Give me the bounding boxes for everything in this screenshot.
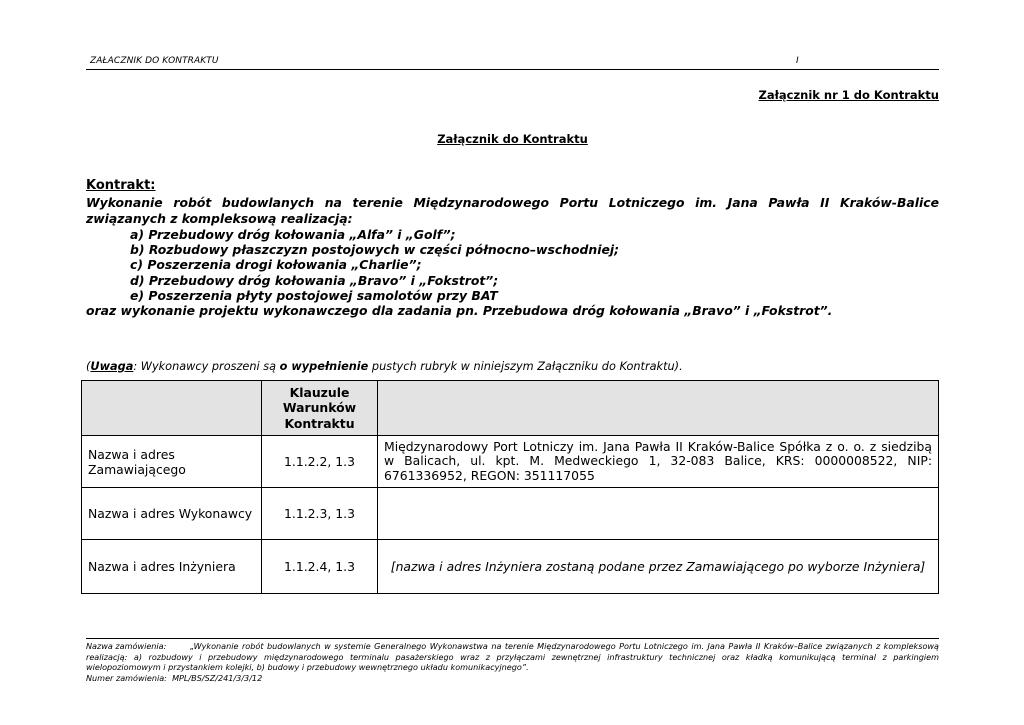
running-header-title: ZAŁACZNIK DO KONTRAKTU (90, 56, 219, 66)
contract-item-b: b) Rozbudowy płaszczyzn postojowych w części północno–wschodniej; (130, 242, 620, 257)
instruction-note (86, 360, 683, 373)
annex-title: Załącznik do Kontraktu (437, 132, 588, 146)
contract-label: Kontrakt: (86, 178, 156, 193)
page-footer (86, 641, 939, 683)
annex-number-heading: Załącznik nr 1 do Kontraktu (758, 88, 939, 102)
footer-order-name (86, 641, 939, 673)
row-contractor-clause: 1.1.2.3, 1.3 (262, 488, 378, 540)
footer-order-number (86, 673, 939, 684)
footer-number-text: MPL/BS/SZ/241/3/3/12 (172, 672, 263, 683)
note-text-2: pustych rubryk w niniejszym Załączniku do Kontraktu). (368, 360, 683, 373)
header-cell-empty-1 (82, 381, 262, 436)
note-uwaga: Uwaga (90, 360, 134, 373)
header-cell-clauses: Klauzule Warunków Kontraktu (262, 381, 378, 436)
header-divider (86, 69, 939, 70)
footer-order-text: „Wykonanie robót budowlanych w systemie Generalnego Wykonawstwa na terenie Międzynarodowego Portu Lotniczego im. Jana Pawła II Kraków–Balice związanych z kompleksową realizacją: a) rozbudowy i przebudowy międzynarodowego terminalu pasażerskiego wraz z przyłączami zewnętrznej infrastruktury technicznej oraz kładką komunikującą terminal z parkingiem wielopoziomowym i przystankiem kolejki, b) budowy i przebudowy wewnętrznego układu komunikacyjnego”. (86, 641, 939, 673)
footer-order-label: Nazwa zamówienia: (86, 641, 167, 651)
row-engineer-clause: 1.1.2.4, 1.3 (262, 540, 378, 594)
contract-item-c: c) Poszerzenia drogi kołowania „Charlie”; (130, 257, 422, 272)
contract-item-a: a) Przebudowy dróg kołowania „Alfa” i „Golf”; (130, 227, 456, 242)
contract-closing: oraz wykonanie projektu wykonawczego dla zadania pn. Przebudowa dróg kołowania „Bravo” i „Fokstrot”. (86, 303, 833, 318)
row-contractor-name: Nazwa i adres Wykonawcy (82, 488, 262, 540)
note-text-1: : Wykonawcy proszeni są (133, 360, 280, 373)
running-header-page-number: I (796, 56, 799, 66)
contract-item-d: d) Przebudowy dróg kołowania „Bravo” i „Fokstrot”; (130, 273, 499, 288)
contract-parties-table (81, 380, 939, 594)
contract-description-line1: Wykonanie robót budowlanych na terenie Międzynarodowego Portu Lotniczego im. Jana Pawła II Kraków-Balice (86, 195, 939, 210)
table-row (82, 436, 939, 488)
note-open-paren: ( (86, 360, 91, 373)
table-header-row (82, 381, 939, 436)
table-row (82, 540, 939, 594)
contract-item-e: e) Poszerzenia płyty postojowej samolotów przy BAT (130, 288, 498, 303)
table-row (82, 488, 939, 540)
row-employer-name: Nazwa i adres Zamawiającego (82, 436, 262, 488)
row-engineer-name: Nazwa i adres Inżyniera (82, 540, 262, 594)
contract-description-line2: związanych z kompleksową realizacją: (86, 211, 353, 226)
row-employer-value: Międzynarodowy Port Lotniczy im. Jana Pawła II Kraków-Balice Spółka z o. o. z siedzibą w Balicach, ul. kpt. M. Medweckiego 1, 32-083 Balice, KRS: 0000008522, NIP: 6761336952, REGON: 351117055 (378, 436, 939, 488)
row-employer-clause: 1.1.2.2, 1.3 (262, 436, 378, 488)
row-contractor-value-field[interactable] (378, 488, 939, 540)
document-page (86, 0, 939, 725)
header-cell-empty-2 (378, 381, 939, 436)
footer-number-label: Numer zamówienia: (86, 672, 167, 683)
row-engineer-value: [nazwa i adres Inżyniera zostaną podane przez Zamawiającego po wyborze Inżyniera] (378, 540, 939, 594)
footer-divider (86, 638, 939, 639)
note-bold: o wypełnienie (279, 360, 369, 373)
